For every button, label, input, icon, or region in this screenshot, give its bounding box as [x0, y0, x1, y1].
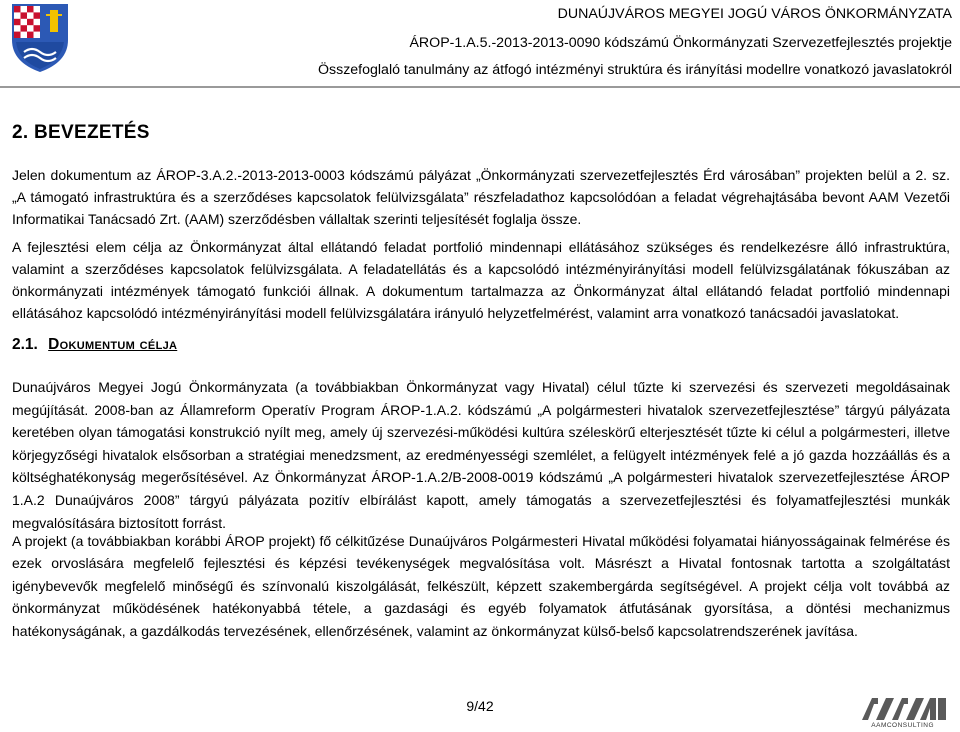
section-heading: 2. BEVEZETÉS: [12, 122, 150, 143]
coat-of-arms-icon: [6, 0, 74, 74]
logo-caption: AAMCONSULTING: [871, 722, 934, 729]
intro-paragraph: Jelen dokumentum az ÁROP-3.A.2.-2013-2013-0003 kódszámú pályázat „Önkormányzati szervezetfejlesztés Érd városában” projekten belül a 2. sz. „A támogató infrastruktúra és a szerződéses kapcsolatok felülvizsgálata” részfeladathoz kapcsolódóan a feladat végrehajtásába bevont AAM Vezetői Informatikai Tanácsadó Zrt. (AAM) szerződésben vállaltak szerinti teljesítését foglalja össze.: [12, 167, 950, 227]
header-title: DUNAÚJVÁROS MEGYEI JOGÚ VÁROS ÖNKORMÁNYZATA: [557, 6, 952, 22]
body-paragraph: A projekt (a továbbiakban korábbi ÁROP projekt) fő célkitűzése Dunaújváros Polgármesteri Hivatal működési folyamatai hiányosságainak felmérése és ezek orvoslására megfelelő fejlesztési és képzési tevékenységek megvalósítása volt. Másrészt a Hivatal fontosnak tartotta a szolgáltatást igénybevevők megfelelő minőségű és színvonalú kiszolgálását, felkészült, képzett szakembergárda segítségével. A projekt célja volt továbbá az önkormányzat működésének hatékonyabbá tétele, a gazdasági és egyéb folyamatok átfutásának gyorsítása, a döntési mechanizmus hatékonyságának, a gazdálkodás tervezésének, ellenőrzésének, valamint az önkormányzat külső-belső kapcsolatrendszerének javítása.: [12, 533, 950, 639]
page-number: 9/42: [466, 698, 494, 714]
header-divider: [0, 86, 960, 88]
body-paragraph: Dunaújváros Megyei Jogú Önkormányzata (a továbbiakban Önkormányzat vagy Hivatal) célul tűzte ki szervezési és szervezeti megoldásainak megújítását. 2008-ban az Államreform Operatív Program ÁROP-1.A.2. kódszámú „A polgármesteri hivatalok szervezetfejlesztése” tárgyú pályázata keretében olyan támogatási konstrukció nyílt meg, amely új szervezési-működési kultúra széleskörű elterjesztését tűzte ki célul a polgármesteri, illetve körjegyzőségi hivatalok elsősorban a stratégiai menedzsment, az eredményességi szemlélet, a felügyelt intézmények felé a jó gazda hozzáállás és a költséghatékonyság megerősítésével. Az Önkormányzat ÁROP-1.A.2/B-2008-0019 kódszámú „A polgármesteri hivatalok szervezetfejlesztése ÁROP 1.A.2 Dunaújváros 2008” tárgyú pályázata pozitív elbírálást kapott, amely támogatás a szervezetfejlesztési és folyamatfejlesztési munkák megvalósítására biztosított forrást.: [12, 379, 950, 531]
subsection-title: Dokumentum célja: [48, 336, 178, 353]
subsection-number: 2.1.: [12, 336, 38, 353]
page-header: [0, 0, 960, 86]
header-subtitle: Összefoglaló tanulmány az átfogó intézményi struktúra és irányítási modellre vonatkozó javaslatokról: [317, 62, 952, 78]
subsection-heading: [12, 336, 177, 354]
header-project: ÁROP-1.A.5.-2013-2013-0090 kódszámú Önkormányzati Szervezetfejlesztés projektje: [409, 35, 952, 51]
purpose-paragraph: A fejlesztési elem célja az Önkormányzat által ellátandó feladat portfolió mindennapi ellátásához szükséges és rendelkezésre álló infrastruktúra, valamint a szerződéses kapcsolatok felülvizsgálata. A feladatellátás és a kapcsolódó intézményirányítási modell felülvizsgálatának fókuszában az önkormányzati intézmények támogató funkciói állnak. A dokumentum tartalmazza az Önkormányzat által ellátandó feladat portfolió mindennapi ellátásához kapcsolódó intézményirányítási modell felülvizsgálatára irányuló helyzetfelmérést, valamint arra vonatkozó tanácsadói javaslatokat.: [12, 239, 950, 321]
